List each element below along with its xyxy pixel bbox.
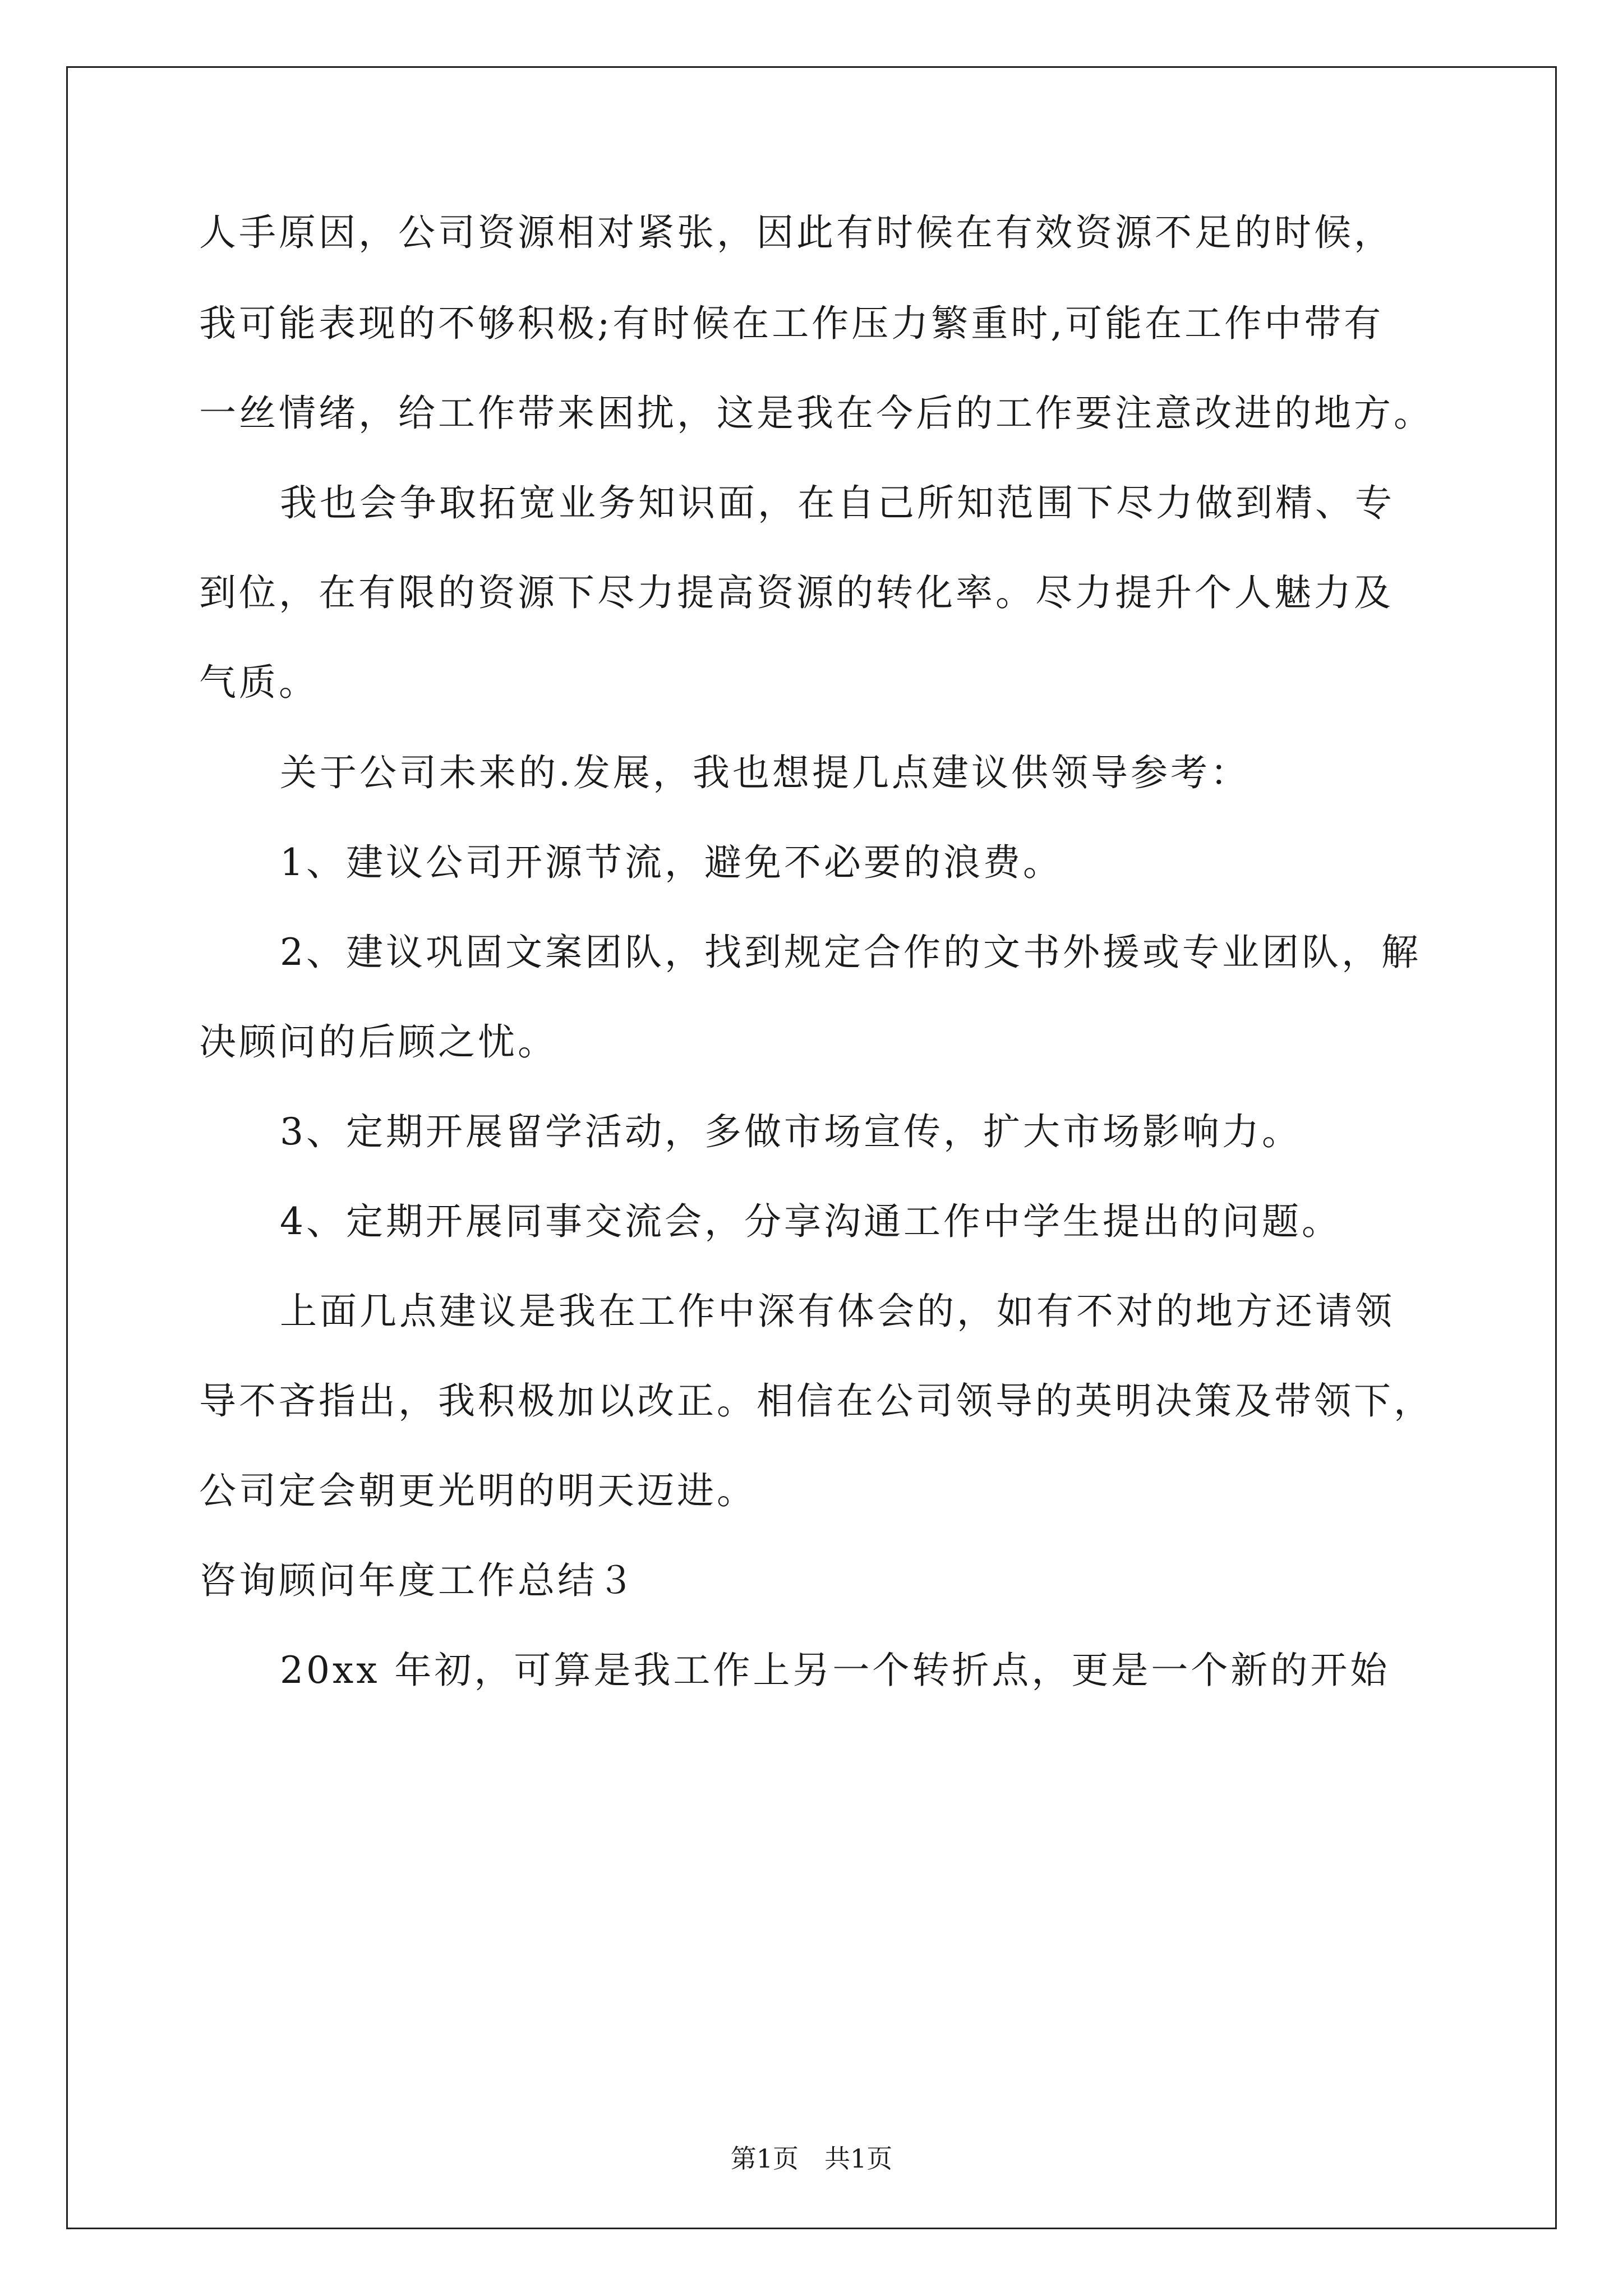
body-line: 气质。 xyxy=(199,661,319,704)
body-line: 4、定期开展同事交流会，分享沟通工作中学生提出的问题。 xyxy=(280,1200,1341,1243)
section-heading: 咨询顾问年度工作总结３ xyxy=(199,1559,637,1602)
body-line: 我也会争取拓宽业务知识面，在自己所知范围下尽力做到精、专 xyxy=(280,481,1395,524)
body-line: 一丝情绪，给工作带来困扰，这是我在今后的工作要注意改进的地方。 xyxy=(199,392,1433,435)
body-line: 决顾问的后顾之忧。 xyxy=(199,1020,557,1064)
body-line: 我可能表现的不够积极;有时候在工作压力繁重时,可能在工作中带有 xyxy=(199,302,1384,345)
body-line: 1、建议公司开源节流，避免不必要的浪费。 xyxy=(280,841,1063,884)
page-footer: 第1页 共1页 xyxy=(730,2143,893,2174)
body-line: 人手原因，公司资源相对紧张，因此有时候在有效资源不足的时候， xyxy=(199,211,1394,254)
body-line: 3、定期开展留学活动，多做市场宣传，扩大市场影响力。 xyxy=(280,1110,1302,1153)
body-line: 20xx 年初，可算是我工作上另一个转折点，更是一个新的开始 xyxy=(280,1649,1390,1692)
body-line: 上面几点建议是我在工作中深有体会的，如有不对的地方还请领 xyxy=(280,1290,1395,1333)
body-line: 2、建议巩固文案团队，找到规定合作的文书外援或专业团队，解 xyxy=(280,931,1421,974)
body-line: 到位，在有限的资源下尽力提高资源的转化率。尽力提升个人魅力及 xyxy=(199,571,1394,614)
body-line: 关于公司未来的.发展，我也想提几点建议供领导参考： xyxy=(280,751,1250,794)
body-line: 导不吝指出，我积极加以改正。相信在公司领导的英明决策及带领下， xyxy=(199,1379,1433,1423)
body-line: 公司定会朝更光明的明天迈进。 xyxy=(199,1469,757,1512)
